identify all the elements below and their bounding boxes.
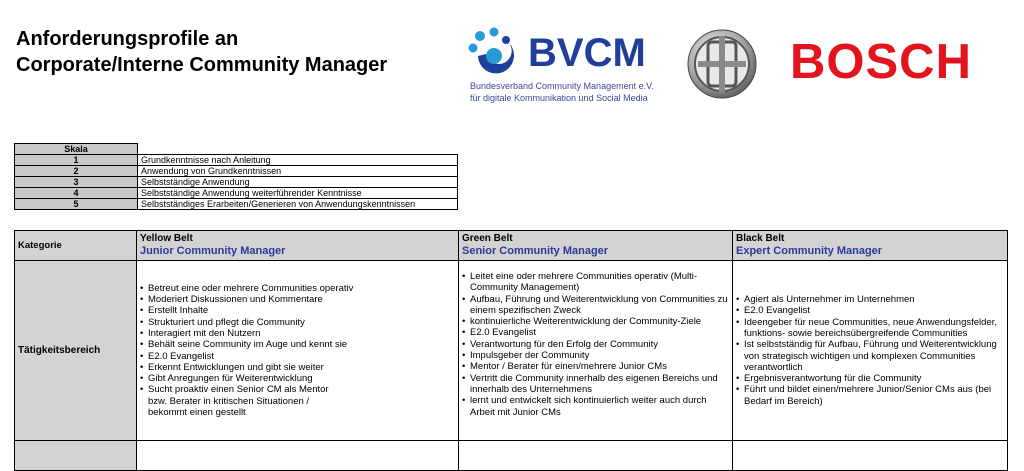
- list-item: • Mentor / Berater für einen/mehrere Junior CMs: [462, 361, 729, 372]
- list-item: • Ergebnisverantwortung für die Community: [736, 373, 1004, 384]
- list-item: • Ist selbstständig für Aufbau, Führung und Weiterentwicklung von strategisch wichtigen und komplexen Communities verantwortlich: [736, 339, 1004, 373]
- bvcm-subtitle-1: Bundesverband Community Management e.V.: [470, 81, 654, 91]
- scale-text: Grundkenntnisse nach Anleitung: [138, 155, 458, 166]
- scale-level: 5: [15, 199, 138, 210]
- column-header-yellow: [137, 231, 459, 261]
- list-item: • Gibt Anregungen für Weiterentwicklung: [140, 373, 455, 384]
- scale-header-row: [15, 144, 458, 155]
- category-header: Kategorie: [15, 231, 137, 261]
- scale-row: [15, 188, 458, 199]
- list-item: • Behält seine Community im Auge und kennt sie: [140, 339, 455, 350]
- green-belt-cell: [459, 261, 733, 441]
- scale-row: [15, 155, 458, 166]
- yellow-belt-cell-next: [137, 441, 459, 471]
- category-cell-next: [15, 441, 137, 471]
- yellow-belt-cell: [137, 261, 459, 441]
- profiles-table: [14, 230, 1008, 471]
- scale-level: 4: [15, 188, 138, 199]
- category-cell: Tätigkeitsbereich: [15, 261, 137, 441]
- list-item: • Betreut eine oder mehrere Communities operativ: [140, 283, 455, 294]
- list-item: • lernt und entwickelt sich kontinuierlich weiter auch durch Arbeit mit Junior CMs: [462, 395, 729, 418]
- list-item: • Vertritt die Community innerhalb des eigenen Bereichs und innerhalb des Unternehmens: [462, 373, 729, 396]
- scale-text: Anwendung von Grundkenntnissen: [138, 166, 458, 177]
- title-line-1: Anforderungsprofile an: [16, 28, 239, 50]
- bullet-list: [462, 271, 729, 418]
- list-item: • E2.0 Evangelist: [140, 351, 455, 362]
- list-item: • Erstellt Inhalte: [140, 305, 455, 316]
- list-item: • Leitet eine oder mehrere Communities operativ (Multi-Community Management): [462, 271, 729, 294]
- scale-text: Selbstständige Anwendung weiterführender Kenntnisse: [138, 188, 458, 199]
- column-header-black: [733, 231, 1008, 261]
- title-line-2: Corporate/Interne Community Manager: [16, 54, 388, 76]
- role-label: Senior Community Manager: [462, 245, 609, 257]
- column-header-green: [459, 231, 733, 261]
- profiles-row-taetigkeitsbereich: [15, 261, 1008, 441]
- bvcm-wordmark: BVCM: [528, 31, 646, 75]
- list-item: • Sucht proaktiv einen Senior CM als Mentor bzw. Berater in kritischen Situationen / bekommt einen gestellt: [140, 384, 455, 418]
- list-item: • Verantwortung für den Erfolg der Community: [462, 339, 729, 350]
- belt-label: Yellow Belt: [140, 233, 193, 244]
- list-item: • E2.0 Evangelist: [462, 327, 729, 338]
- bvcm-subtitle: [470, 80, 654, 104]
- scale-row: [15, 199, 458, 210]
- list-item: • Erkennt Entwicklungen und gibt sie weiter: [140, 362, 455, 373]
- list-item: • Ideengeber für neue Communities, neue Anwendungsfelder, funktions- sowie bereichsübergreifende Communities: [736, 317, 1004, 340]
- role-label: Junior Community Manager: [140, 245, 286, 257]
- page-title: [16, 26, 387, 78]
- scale-level: 2: [15, 166, 138, 177]
- scale-header: Skala: [15, 144, 138, 155]
- profiles-header-row: [15, 231, 1008, 261]
- list-item: • Interagiert mit den Nutzern: [140, 328, 455, 339]
- list-item: • E2.0 Evangelist: [736, 305, 1004, 316]
- list-item: • Führt und bildet einen/mehrere Junior/Senior CMs aus (bei Bedarf im Bereich): [736, 384, 1004, 407]
- black-belt-cell: [733, 261, 1008, 441]
- black-belt-cell-next: [733, 441, 1008, 471]
- bvcm-emblem-icon: [469, 28, 514, 74]
- belt-label: Black Belt: [736, 233, 785, 244]
- bvcm-subtitle-2: für digitale Kommunikation und Social Media: [470, 93, 648, 103]
- bosch-wordmark: BOSCH: [790, 35, 972, 89]
- belt-label: Green Belt: [462, 233, 513, 244]
- profiles-row-partial: [15, 441, 1008, 471]
- scale-text: Selbstständige Anwendung: [138, 177, 458, 188]
- list-item: • kontinuierliche Weiterentwicklung der Community-Ziele: [462, 316, 729, 327]
- scale-table: [14, 143, 458, 210]
- list-item: • Agiert als Unternehmer im Unternehmen: [736, 294, 1004, 305]
- list-item: • Strukturiert und pflegt die Community: [140, 317, 455, 328]
- scale-level: 1: [15, 155, 138, 166]
- bullet-list: [140, 283, 455, 419]
- list-item: • Impulsgeber der Community: [462, 350, 729, 361]
- list-item: • Aufbau, Führung und Weiterentwicklung von Communities zu einem spezifischen Zweck: [462, 294, 729, 317]
- bosch-armature-icon: [686, 28, 758, 100]
- green-belt-cell-next: [459, 441, 733, 471]
- scale-row: [15, 166, 458, 177]
- role-label: Expert Community Manager: [736, 245, 883, 257]
- scale-row: [15, 177, 458, 188]
- list-item: • Moderiert Diskussionen und Kommentare: [140, 294, 455, 305]
- bullet-list: [736, 294, 1004, 407]
- scale-text: Selbstständiges Erarbeiten/Generieren von Anwendungskenntnissen: [138, 199, 458, 210]
- scale-level: 3: [15, 177, 138, 188]
- scale-header-empty: [138, 144, 458, 155]
